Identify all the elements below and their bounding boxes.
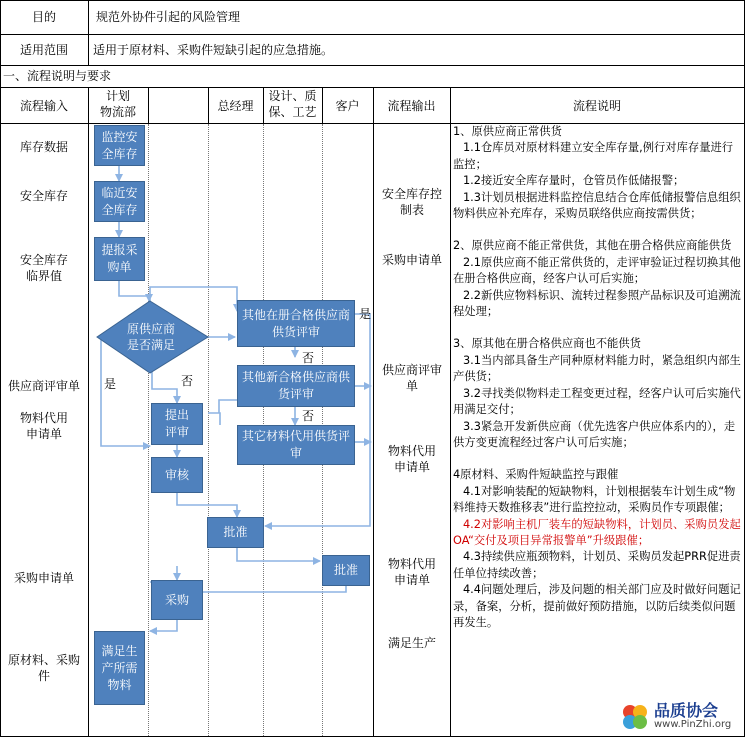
flow-request-box: 提报采购单 [94,237,145,281]
desc-line: 4原材料、采购件短缺监控与跟催 [453,468,619,482]
desc-line: 4.1对影响装配的短缺物料，计划根据装车计划生成“物料维持天数推移表”进行监控拉动，采购员作专项跟催； [453,484,736,515]
desc-line: 2.1原供应商不能正常供货的，走评审验证过程切换其他在册合格供应商，经客户认可后实施； [453,255,741,286]
label-yes-left: 是 [104,377,117,391]
col-output: 流程输出 [387,98,436,113]
flow-purchase-box: 采购 [151,580,203,620]
col-design-line1: 设计、质 [268,89,317,103]
purpose-value: 规范外协件引起的风险管理 [96,10,241,24]
label-yes-right: 是 [359,307,372,321]
desc-line: 1.1仓库员对原材料建立安全库存量,例行对库存量进行监控； [453,141,734,171]
input-stock-data: 库存数据 [19,140,68,154]
section-title: 一、流程说明与要求 [3,69,112,83]
col-description: 流程说明 [572,98,621,113]
watermark-logo [618,698,742,734]
col-design-line2: 保、工艺 [268,105,317,119]
output-purchase-request: 采购申请单 [381,253,442,267]
label-no-other: 否 [302,351,315,365]
input-safety-threshold: 安全库存 临界值 [19,253,68,283]
output-safety-table: 安全库存控 制表 [381,187,442,217]
desc-line: 2.2新供应物料标识、流转过程参照产品标识及可追溯流程处理； [453,288,741,319]
flow-approve2-box: 批准 [322,555,370,586]
col-planning-line1: 计划 [105,89,130,103]
flow-submit-review-box: 提出 评审 [151,403,203,445]
pinwheel-icon [620,702,650,732]
col-planning-line2: 物流部 [99,105,136,119]
input-purchase-request: 采购申请单 [13,571,74,585]
desc-line: 3、原其他在册合格供应商也不能供货 [453,337,641,351]
input-safety-stock: 安全库存 [19,189,68,203]
watermark-brand: 品质协会 [654,701,719,720]
output-supplier-review: 供应商评审 单 [381,363,442,393]
desc-line: 3.1当内部具备生产同种原材料能力时，紧急组织内部生产供货； [453,353,741,384]
label-no-new: 否 [302,409,315,423]
output-substitute-2: 物料代用 申请单 [387,557,436,587]
desc-line: 1.3计划员根据进料监控信息结合仓库低储报警信息组织物料供应补充库存，采购员联络供应商按需供货； [453,190,741,221]
col-customer: 客户 [335,98,360,113]
desc-line-highlight: 4.2对影响主机厂装车的短缺物料，计划员、采购员发起OA“交付及项目异常报警单”升级跟催； [453,517,741,547]
flow-monitor-box: 监控安全库存 [94,125,145,166]
desc-line: 2、原供应商不能正常供货，其他在册合格供应商能供货 [453,239,732,253]
flow-other-supplier-box: 其他在册合格供应商供货评审 [237,300,355,347]
description-column [453,124,743,631]
desc-line: 3.3紧急开发新供应商（优先选客户供应体系内的），走供方变更流程经过客户认可后实施； [453,419,736,449]
col-gm: 总经理 [217,98,254,113]
purpose-label: 目的 [31,10,56,24]
input-supplier-review: 供应商评审单 [7,379,80,393]
scope-value: 适用于原材料、采购件短缺引起的应急措施。 [93,43,334,57]
desc-line: 1、原供应商正常供货 [453,125,562,138]
desc-line: 4.4问题处理后，涉及问题的相关部门应及时做好问题记录，备案，分析，提前做好预防措施，以防后续类似问题再发生。 [453,583,741,629]
flow-approve1-box: 批准 [207,517,264,548]
flow-new-supplier-box: 其他新合格供应商供货评审 [237,365,355,407]
flow-decision-label: 原供应商 是否满足 [126,322,175,352]
desc-line: 3.2寻找类似物料走工程变更过程，经客户认可后实施代用满足交付； [453,386,741,417]
output-substitute-1: 物料代用 申请单 [387,444,436,474]
desc-spacer [453,222,743,238]
col-input: 流程输入 [19,98,68,113]
output-meet-production: 满足生产 [387,636,436,650]
flow-substitute-box: 其它材料代用供货评审 [237,425,355,465]
flow-audit-box: 审核 [151,457,203,493]
desc-line: 1.2接近安全库存量时，仓管员作低储报警； [463,174,685,188]
watermark-url: www.PinZhi.org [654,719,732,730]
desc-line: 4.3持续供应瓶颈物料，计划员、采购员发起PRR促进责任单位持续改善； [453,550,741,580]
label-no-decision: 否 [181,374,194,388]
scope-label: 适用范围 [19,42,68,57]
input-materials: 原材料、采购 件 [7,653,80,683]
desc-spacer [453,451,743,467]
input-substitute-request: 物料代用 申请单 [19,411,68,441]
flow-meet-box: 满足生产所需物料 [94,631,145,705]
desc-spacer [453,320,743,336]
flow-near-box: 临近安全库存 [94,181,145,222]
